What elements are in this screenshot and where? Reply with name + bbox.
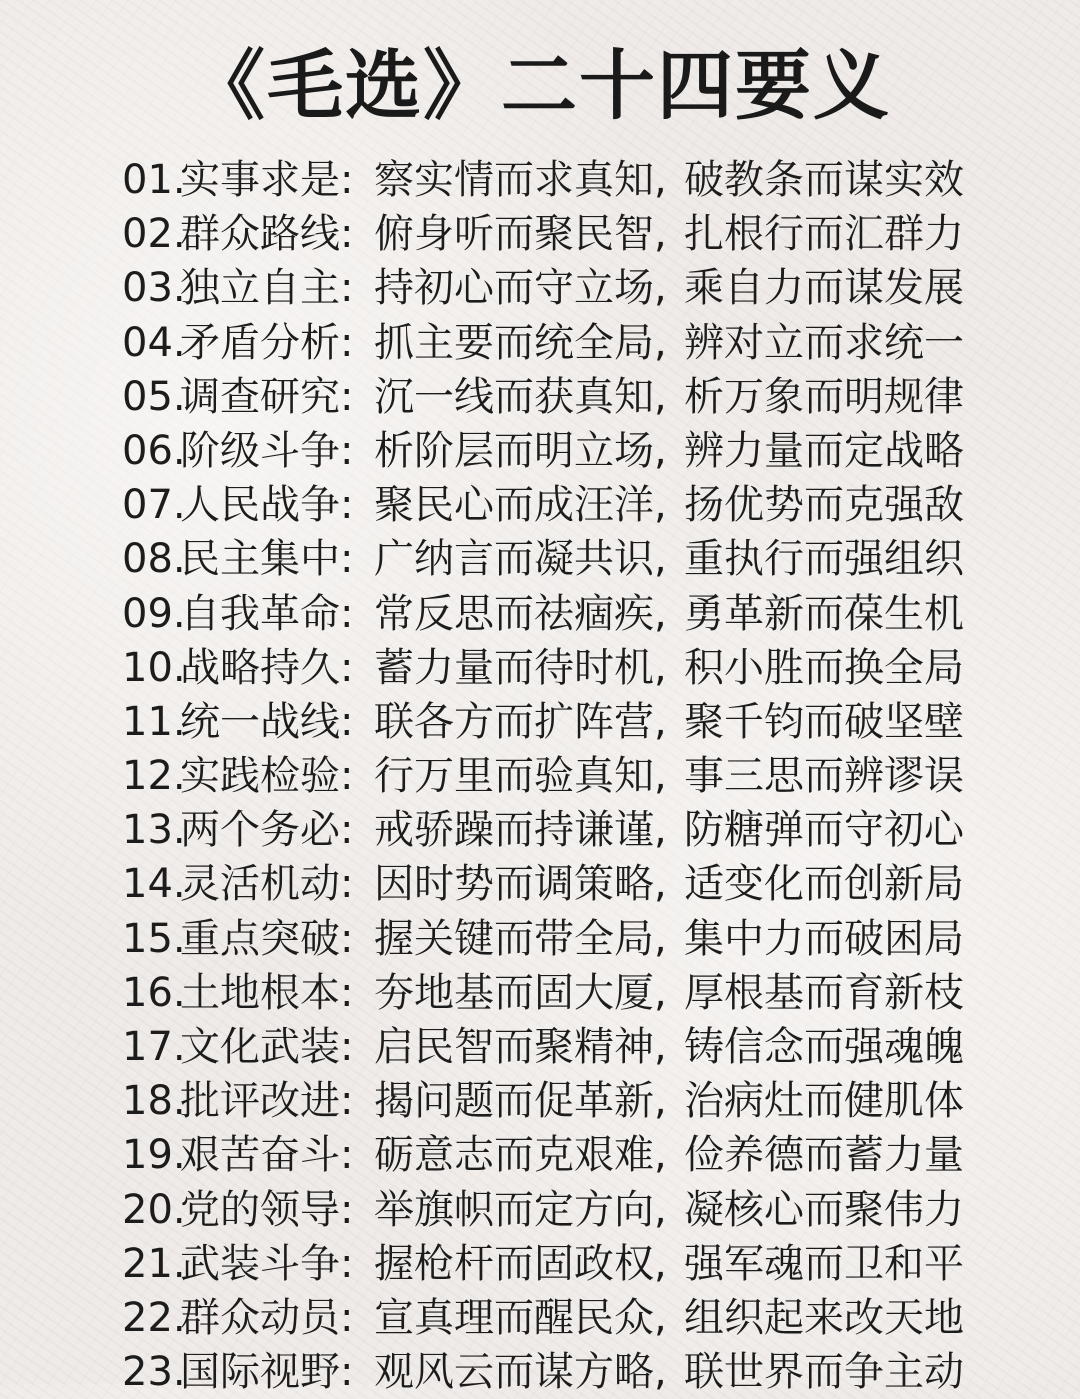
list-item	[122, 749, 972, 803]
item-number: 23.	[122, 1349, 186, 1396]
list-item	[122, 695, 972, 749]
list-item	[122, 370, 972, 424]
item-phrase-first: 因时势而调策略,	[374, 861, 667, 908]
item-phrase-first: 戒骄躁而持谦谨,	[374, 807, 667, 854]
list-item	[122, 424, 972, 478]
item-phrase-first: 俯身听而聚民智,	[374, 211, 667, 258]
item-number: 17.	[122, 1024, 186, 1070]
item-phrase-second: 破教条而谋实效	[684, 157, 964, 203]
item-topic: 两个务必:	[180, 807, 354, 854]
item-phrase-second: 析万象而明规律	[684, 373, 964, 420]
item-phrase-first: 观风云而谋方略,	[374, 1349, 667, 1396]
list-item	[122, 207, 972, 261]
item-phrase-second: 治病灶而健肌体	[684, 1078, 964, 1125]
item-topic: 国际视野:	[180, 1349, 354, 1396]
list-item	[122, 1237, 972, 1291]
item-topic: 阶级斗争:	[180, 427, 354, 474]
item-number: 20.	[122, 1186, 186, 1233]
item-topic: 群众路线:	[180, 211, 354, 258]
list-item	[122, 1128, 972, 1182]
item-phrase-first: 聚民心而成汪洋,	[374, 482, 667, 529]
item-phrase-first: 察实情而求真知,	[374, 157, 667, 203]
principles-list	[122, 153, 972, 1399]
item-phrase-second: 俭养德而蓄力量	[684, 1132, 964, 1179]
item-number: 02.	[122, 211, 186, 258]
item-number: 15.	[122, 915, 186, 962]
item-topic: 灵活机动:	[180, 861, 354, 908]
item-number: 22.	[122, 1294, 186, 1341]
item-phrase-second: 勇革新而葆生机	[684, 590, 964, 637]
item-topic: 实事求是:	[180, 157, 354, 203]
item-phrase-first: 持初心而守立场,	[374, 265, 667, 312]
item-phrase-first: 举旗帜而定方向,	[374, 1186, 667, 1233]
item-topic: 重点突破:	[180, 915, 354, 962]
item-phrase-second: 聚千钧而破坚壁	[684, 698, 964, 745]
item-phrase-first: 蓄力量而待时机,	[374, 644, 667, 691]
list-item	[122, 261, 972, 315]
item-topic: 民主集中:	[180, 536, 354, 583]
item-topic: 调查研究:	[180, 373, 354, 420]
item-number: 19.	[122, 1132, 186, 1179]
item-phrase-first: 抓主要而统全局,	[374, 319, 667, 366]
item-number: 12.	[122, 753, 186, 800]
item-number: 03.	[122, 265, 186, 312]
item-topic: 独立自主:	[180, 265, 354, 312]
item-number: 16.	[122, 969, 186, 1016]
item-topic: 土地根本:	[180, 969, 354, 1016]
item-phrase-first: 析阶层而明立场,	[374, 427, 667, 474]
item-phrase-first: 行万里而验真知,	[374, 753, 667, 800]
list-item	[122, 532, 972, 586]
item-number: 13.	[122, 807, 186, 854]
item-number: 21.	[122, 1240, 186, 1287]
item-topic: 战略持久:	[180, 644, 354, 691]
item-phrase-second: 乘自力而谋发展	[684, 265, 964, 312]
item-phrase-second: 辨力量而定战略	[684, 427, 964, 474]
item-number: 06.	[122, 427, 186, 474]
page-title: 《毛选》二十四要义	[189, 41, 891, 130]
item-topic: 实践检验:	[180, 753, 354, 800]
item-topic: 文化武装:	[180, 1024, 354, 1070]
item-phrase-second: 铸信念而强魂魄	[684, 1024, 964, 1070]
list-item	[122, 803, 972, 857]
list-item	[122, 857, 972, 911]
item-topic: 武装斗争:	[180, 1240, 354, 1287]
item-phrase-first: 砺意志而克艰难,	[374, 1132, 667, 1179]
item-phrase-second: 事三思而辨谬误	[684, 753, 964, 800]
item-phrase-first: 握关键而带全局,	[374, 915, 667, 962]
item-topic: 矛盾分析:	[180, 319, 354, 366]
list-item	[122, 912, 972, 966]
item-number: 08.	[122, 536, 186, 583]
item-number: 05.	[122, 373, 186, 420]
item-number: 11.	[122, 698, 186, 745]
item-number: 10.	[122, 644, 186, 691]
item-phrase-second: 凝核心而聚伟力	[684, 1186, 964, 1233]
item-number: 14.	[122, 861, 186, 908]
item-phrase-second: 积小胜而换全局	[684, 644, 964, 691]
list-item	[122, 153, 972, 207]
list-item	[122, 1074, 972, 1128]
item-topic: 统一战线:	[180, 698, 354, 745]
list-item	[122, 316, 972, 370]
item-phrase-second: 扬优势而克强敌	[684, 482, 964, 529]
item-phrase-second: 组织起来改天地	[684, 1294, 964, 1341]
item-topic: 人民战争:	[180, 482, 354, 529]
item-phrase-first: 宣真理而醒民众,	[374, 1294, 667, 1341]
list-item	[122, 1291, 972, 1345]
item-phrase-first: 夯地基而固大厦,	[374, 969, 667, 1016]
item-phrase-first: 广纳言而凝共识,	[374, 536, 667, 583]
item-number: 04.	[122, 319, 186, 366]
item-number: 01.	[122, 157, 186, 203]
item-phrase-second: 防糖弹而守初心	[684, 807, 964, 854]
item-topic: 批评改进:	[180, 1078, 354, 1125]
list-item	[122, 587, 972, 641]
item-number: 18.	[122, 1078, 186, 1125]
list-item	[122, 641, 972, 695]
item-phrase-first: 常反思而祛痼疾,	[374, 590, 667, 637]
item-phrase-second: 联世界而争主动	[684, 1349, 964, 1396]
list-item	[122, 478, 972, 532]
item-number: 09.	[122, 590, 186, 637]
item-topic: 群众动员:	[180, 1294, 354, 1341]
item-phrase-first: 联各方而扩阵营,	[374, 698, 667, 745]
list-item	[122, 1020, 972, 1074]
item-topic: 自我革命:	[180, 590, 354, 637]
item-phrase-second: 强军魂而卫和平	[684, 1240, 964, 1287]
item-number: 07.	[122, 482, 186, 529]
item-phrase-first: 沉一线而获真知,	[374, 373, 667, 420]
item-phrase-second: 扎根行而汇群力	[684, 211, 964, 258]
item-topic: 党的领导:	[180, 1186, 354, 1233]
item-phrase-second: 重执行而强组织	[684, 536, 964, 583]
item-topic: 艰苦奋斗:	[180, 1132, 354, 1179]
item-phrase-second: 辨对立而求统一	[684, 319, 964, 366]
list-item	[122, 1183, 972, 1237]
list-item	[122, 1345, 972, 1399]
item-phrase-second: 集中力而破困局	[684, 915, 964, 962]
item-phrase-second: 适变化而创新局	[684, 861, 964, 908]
list-item	[122, 966, 972, 1020]
item-phrase-first: 揭问题而促革新,	[374, 1078, 667, 1125]
item-phrase-second: 厚根基而育新枝	[684, 969, 964, 1016]
item-phrase-first: 启民智而聚精神,	[374, 1024, 667, 1070]
item-phrase-first: 握枪杆而固政权,	[374, 1240, 667, 1287]
